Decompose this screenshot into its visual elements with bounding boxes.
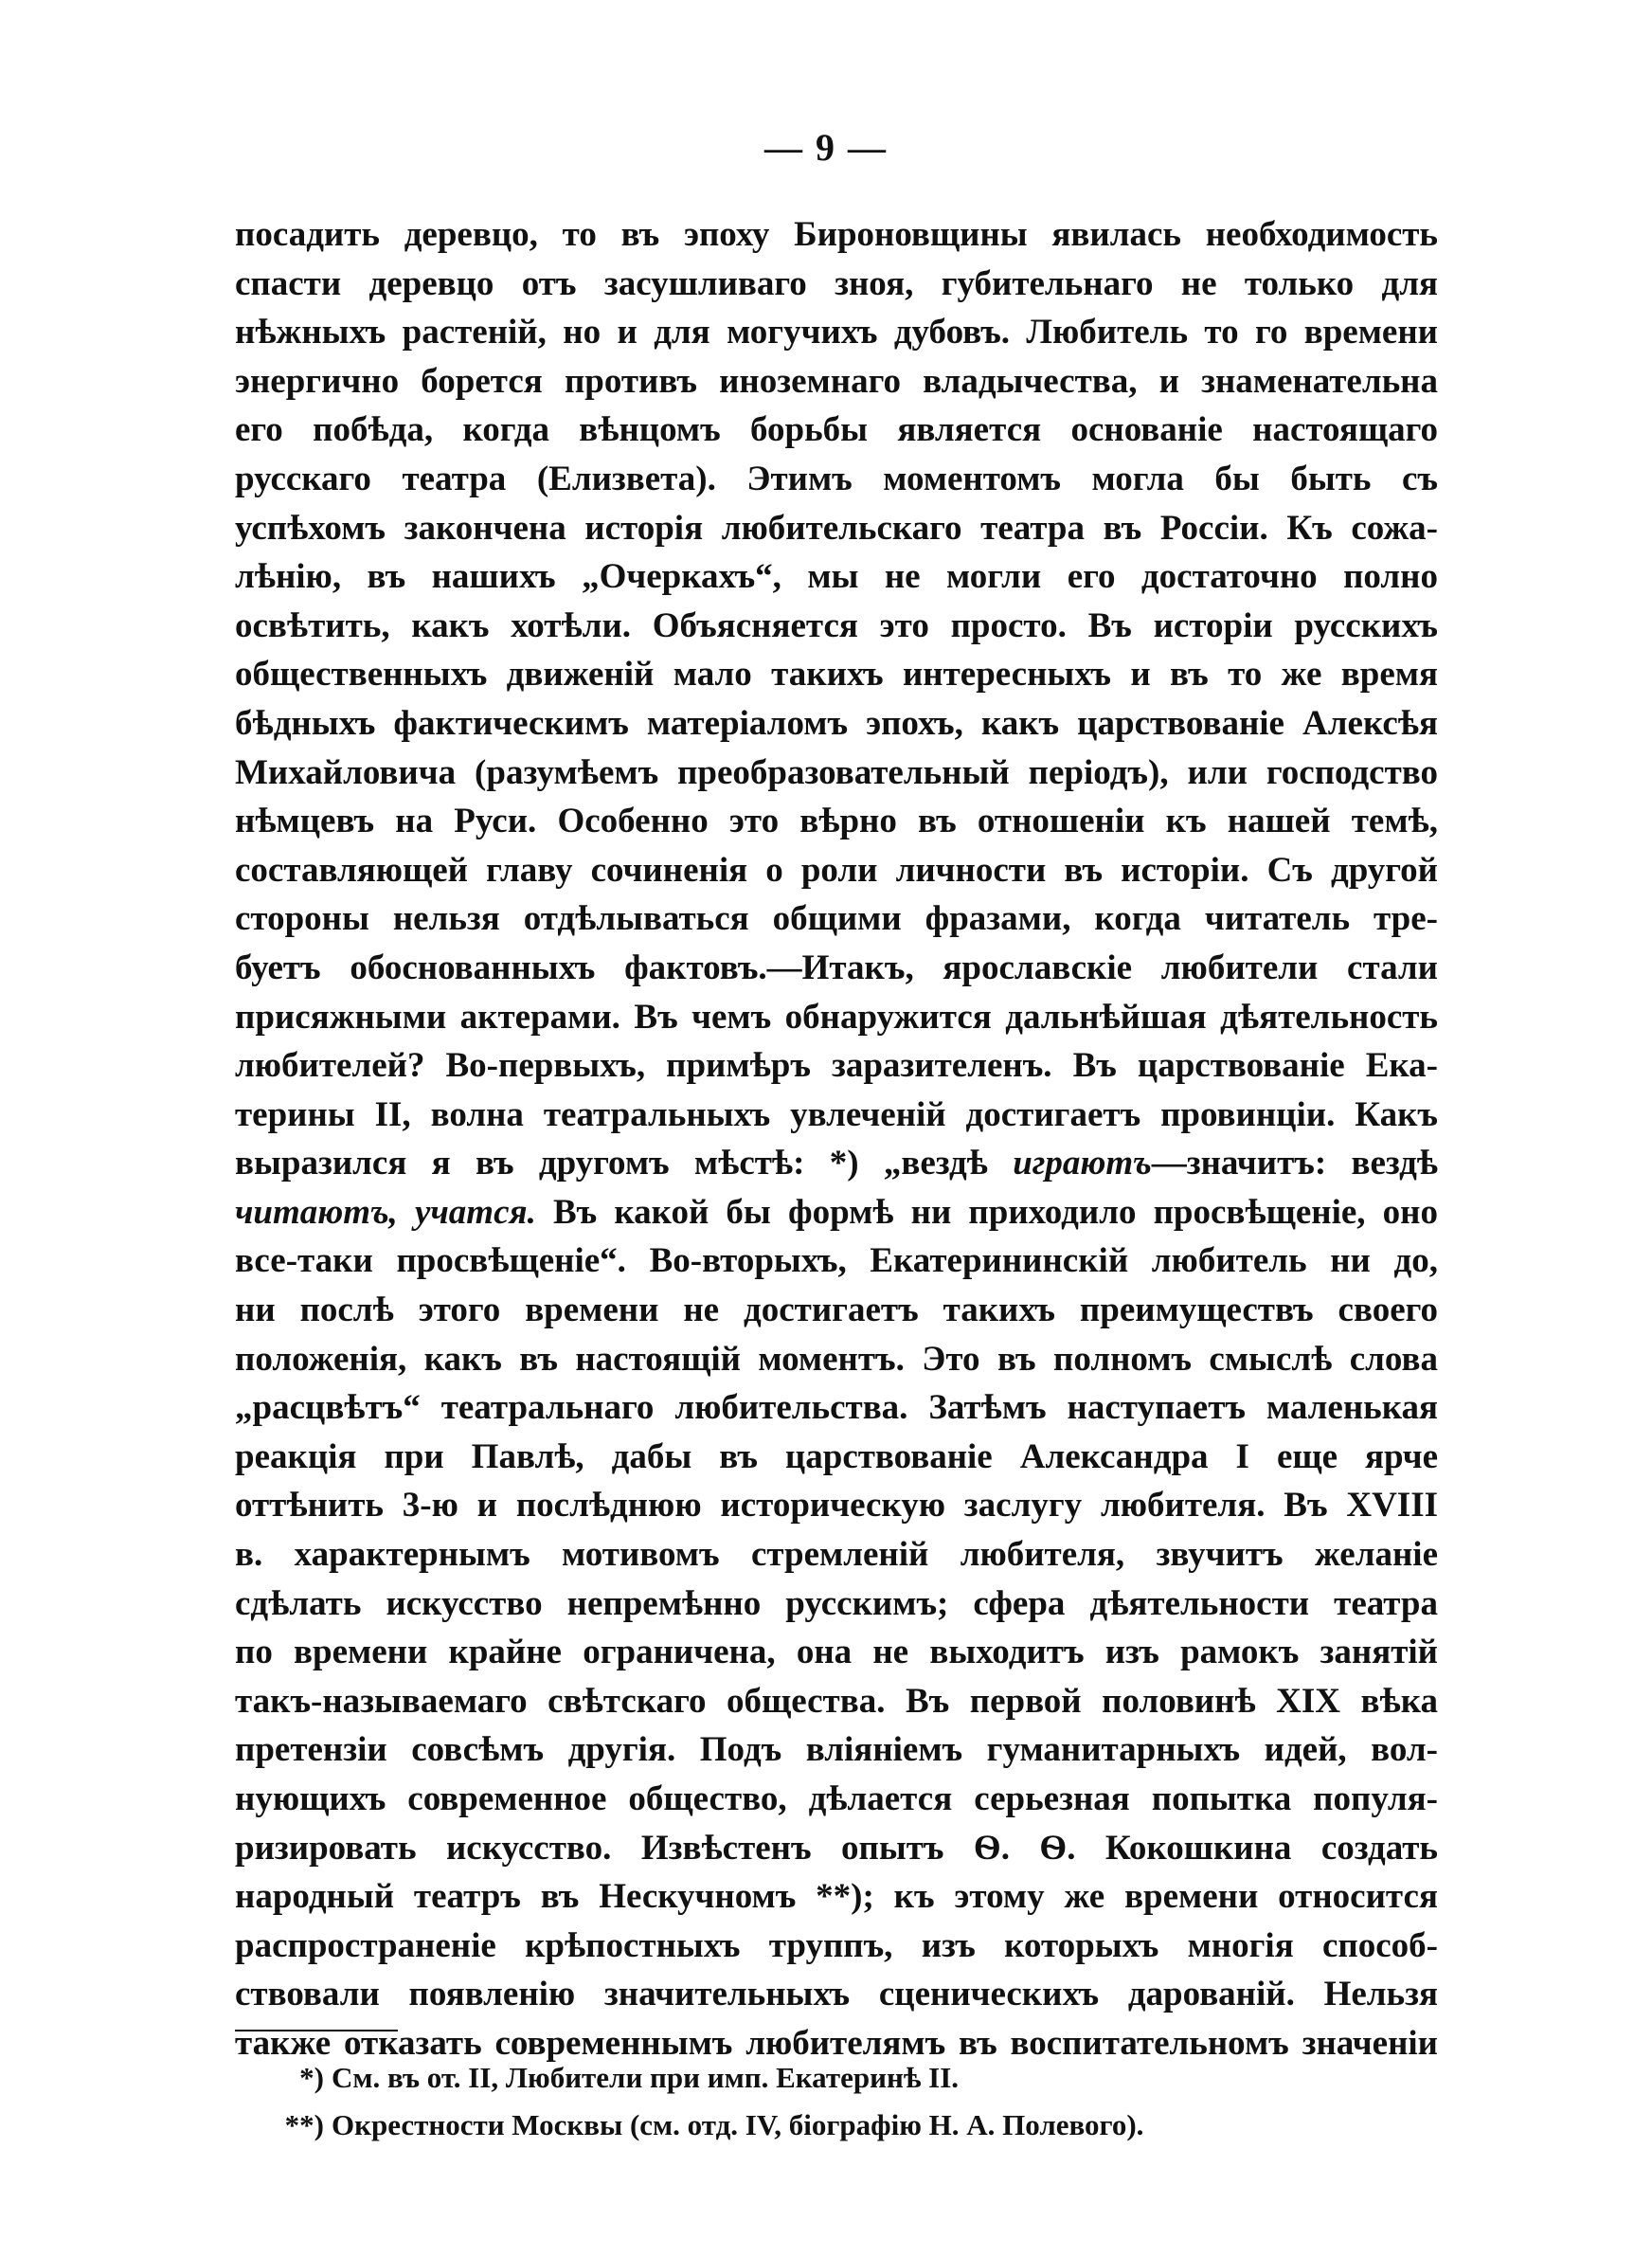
text-line (235, 1286, 1438, 1335)
text-line (235, 406, 1438, 455)
text-line (235, 1481, 1438, 1530)
text-segment: также отказать современнымъ любителямъ въ воспитательномъ значеніи (235, 2023, 1438, 2063)
text-line (235, 1970, 1438, 2019)
text-segment: реакція при Павлѣ, дабы въ царствованіе Александра I еще ярче (235, 1436, 1438, 1476)
text-line (235, 797, 1438, 846)
text-segment: нѣжныхъ растеній, но и для могучихъ дубовъ. Любитель то го времени (235, 313, 1438, 352)
text-segment: ризировать искусство. Извѣстенъ опытъ Ѳ. Ѳ. Кокошкина создать (235, 1828, 1438, 1868)
text-line (235, 1041, 1438, 1091)
text-segment: „расцвѣтъ“ театральнаго любительства. Затѣмъ наступаетъ маленькая (235, 1388, 1438, 1428)
text-line (235, 846, 1438, 895)
text-line (235, 749, 1438, 798)
text-segment: стороны нельзя отдѣлываться общими фразами, когда читатель тре- (235, 899, 1438, 939)
text-segment: посадить деревцо, то въ эпоху Бироновщины явилась необходимость (235, 215, 1438, 254)
text-segment: распространеніе крѣпостныхъ труппъ, изъ которыхъ многія способ- (235, 1925, 1438, 1965)
text-segment: Михайловича (разумѣемъ преобразовательный періодъ), или господство (235, 752, 1438, 792)
text-line (235, 1580, 1438, 1629)
text-segment: освѣтить, какъ хотѣли. Объясняется это просто. Въ исторіи русскихъ (235, 605, 1438, 645)
footnotes (284, 2054, 1421, 2149)
text-segment: претензіи совсѣмъ другія. Подъ вліяніемъ гуманитарныхъ идей, вол- (235, 1730, 1438, 1770)
footnote-marker: *) (299, 2061, 324, 2094)
text-line (235, 1188, 1438, 1237)
italic-segment: играютъ (1013, 1144, 1152, 1183)
footnote (284, 2102, 1421, 2149)
text-line (235, 1725, 1438, 1775)
text-segment: любителей? Во-первыхъ, примѣръ заразителенъ. Въ царствованіе Ека- (235, 1046, 1438, 1086)
footnote-text: См. въ от. II, Любители при имп. Екатеринѣ II. (332, 2061, 960, 2094)
text-line (235, 1922, 1438, 1971)
text-line (235, 455, 1438, 504)
text-line (235, 699, 1438, 749)
text-segment: общественныхъ движеній мало такихъ интересныхъ и въ то же время (235, 655, 1438, 695)
text-line (235, 1775, 1438, 1824)
text-segment: терины II, волна театральныхъ увлеченій достигаетъ провинціи. Какъ (235, 1094, 1438, 1134)
text-line (235, 1824, 1438, 1873)
text-segment: нѣмцевъ на Руси. Особенно это вѣрно въ отношеніи къ нашей темѣ, (235, 802, 1438, 841)
text-segment: энергично борется противъ иноземнаго владычества, и знаменательна (235, 361, 1438, 401)
italic-segment: читаютъ, учатся. (235, 1192, 536, 1232)
text-segment: народный театръ въ Нескучномъ **); къ этому же времени относится (235, 1877, 1438, 1917)
text-segment: бѣдныхъ фактическимъ матеріаломъ эпохъ, какъ царствованіе Алексѣя (235, 703, 1438, 743)
text-segment: положенія, какъ въ настоящій моментъ. Это въ полномъ смыслѣ слова (235, 1339, 1438, 1379)
text-line (235, 1383, 1438, 1433)
text-line (235, 944, 1438, 993)
text-segment: по времени крайне ограничена, она не выходитъ изъ рамокъ занятій (235, 1633, 1438, 1672)
text-segment: такъ-называемаго свѣтскаго общества. Въ первой половинѣ XIX вѣка (235, 1681, 1438, 1721)
footnote-marker: **) (284, 2108, 324, 2141)
page-number: — 9 — (764, 126, 888, 169)
text-line (235, 650, 1438, 699)
text-line (235, 504, 1438, 553)
text-segment: оттѣнить 3-ю и послѣднюю историческую заслугу любителя. Въ XVIII (235, 1486, 1438, 1526)
text-segment: нующихъ современное общество, дѣлается серьезная попытка популя- (235, 1779, 1438, 1818)
text-line (235, 1237, 1438, 1286)
text-segment: его побѣда, когда вѣнцомъ борьбы является основаніе настоящаго (235, 410, 1438, 450)
text-segment: ствовали появленію значительныхъ сценическихъ дарованій. Нельзя (235, 1975, 1438, 2014)
text-line (235, 552, 1438, 602)
text-line (235, 602, 1438, 651)
text-line (235, 1530, 1438, 1580)
text-line (235, 357, 1438, 406)
text-segment: в. характернымъ мотивомъ стремленій любителя, звучитъ желаніе (235, 1535, 1438, 1575)
text-segment: выразился я въ другомъ мѣстѣ: *) „вездѣ (235, 1144, 1014, 1183)
text-line (235, 308, 1438, 357)
text-segment: буетъ обоснованныхъ фактовъ.—Итакъ, ярославскіе любители стали (235, 948, 1438, 987)
text-segment: присяжными актерами. Въ чемъ обнаружится дальнѣйшая дѣятельность (235, 997, 1438, 1037)
text-line (235, 1335, 1438, 1384)
text-line (235, 1091, 1438, 1140)
text-line (235, 1872, 1438, 1922)
text-line (235, 1433, 1438, 1482)
body-text (235, 210, 1438, 2068)
text-segment: спасти деревцо отъ засушливаго зноя, губительнаго не только для (235, 263, 1438, 303)
text-segment: русскаго театра (Елизвета). Этимъ моментомъ могла бы быть съ (235, 459, 1438, 498)
text-line (235, 1628, 1438, 1677)
footnote-text: Окрестности Москвы (см. отд. IV, біографію Н. А. Полевого). (332, 2108, 1144, 2141)
text-segment: все-таки просвѣщеніе“. Во-вторыхъ, Екатерининскій любитель ни до, (235, 1241, 1438, 1281)
text-line (235, 1139, 1438, 1188)
footnote (284, 2054, 1421, 2102)
text-segment: лѣнію, въ нашихъ „Очеркахъ“, мы не могли его достаточно полно (235, 557, 1438, 597)
text-line (235, 210, 1438, 260)
text-line (235, 993, 1438, 1042)
text-segment: —значитъ: вездѣ (1151, 1144, 1438, 1183)
text-segment: успѣхомъ закончена исторія любительскаго театра въ Россіи. Къ сожа- (235, 508, 1438, 548)
footnote-separator (235, 2030, 398, 2031)
text-line (235, 260, 1438, 309)
text-line (235, 1677, 1438, 1726)
text-segment: сдѣлать искусство непремѣнно русскимъ; сфера дѣятельности театра (235, 1583, 1438, 1623)
text-line (235, 894, 1438, 944)
text-segment: ни послѣ этого времени не достигаетъ такихъ преимуществъ своего (235, 1291, 1438, 1330)
text-segment: Въ какой бы формѣ ни приходило просвѣщеніе, оно (535, 1192, 1438, 1232)
text-segment: составляющей главу сочиненія о роли личности въ исторіи. Съ другой (235, 850, 1438, 890)
